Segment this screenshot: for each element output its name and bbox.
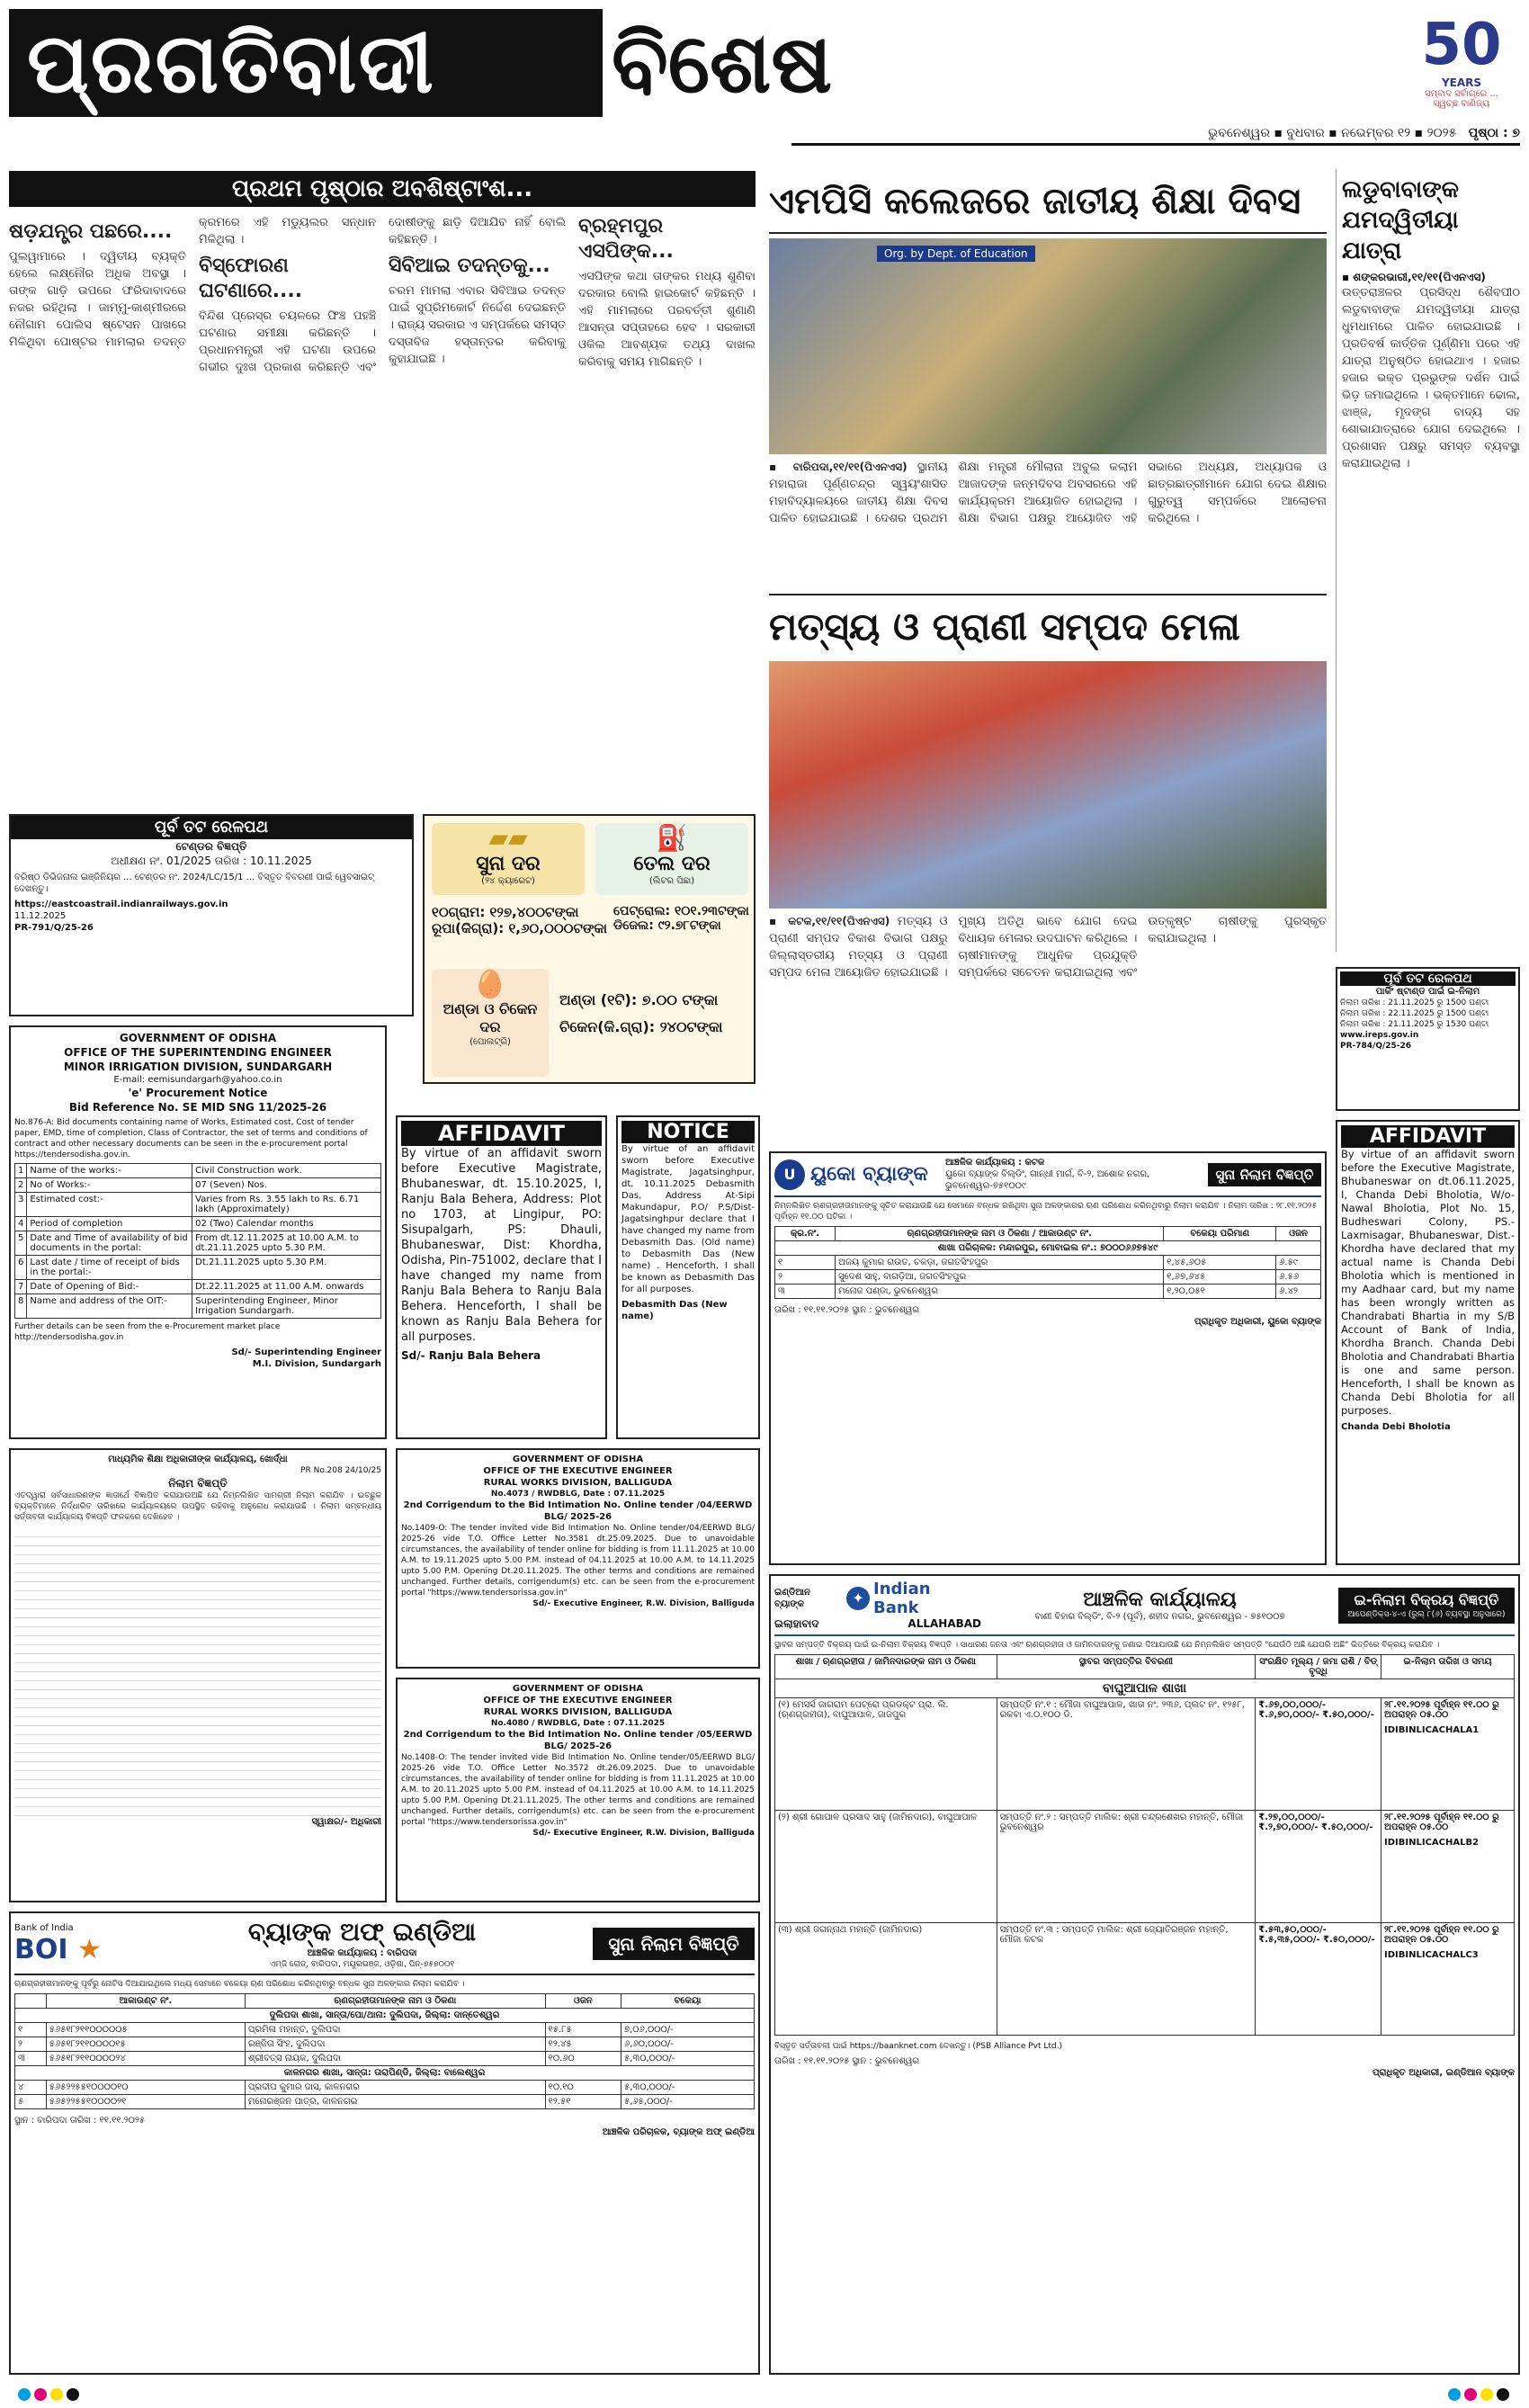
ecoast-notice-2 bbox=[1336, 967, 1520, 1111]
ecoast-sub: ଟେଣ୍ଡର ବିଜ୍ଞପ୍ତି bbox=[175, 840, 247, 853]
egg-label: ଅଣ୍ଡା ଓ ଚିକେନ ଦର bbox=[443, 1000, 538, 1035]
table-cell: ୪ bbox=[15, 2081, 47, 2095]
pr-notice bbox=[9, 1448, 387, 1902]
table-header-cell: ଆକାଉଣ୍ଟ ନଂ. bbox=[46, 1994, 245, 2009]
table-cell: Estimated cost:- bbox=[27, 1193, 192, 1217]
table-cell: From dt.12.11.2025 at 10.00 A.M. to dt.21.11.2025 upto 5.30 P.M. bbox=[192, 1231, 381, 1256]
mi-notice: 'e' Procurement Notice bbox=[128, 1087, 268, 1099]
boi-intro: ଋଣଗ୍ରହୀତାମାନଙ୍କୁ ପୂର୍ବରୁ ନୋଟିସ ଦିଆଯାଇଥିଲେ ମଧ୍ୟ ସେମାନେ ବକେୟା ଋଣ ପରିଶୋଧ କରିନଥିବାରୁ ବନ୍ଧକ ସୁନା ଅଳଙ୍କାର ନିଲାମ କରାଯିବ । bbox=[14, 1980, 465, 1989]
property-cell: ସମ୍ପତ୍ତି ନଂ.୩ : ସମ୍ପତ୍ତି ମାଲିକ: ଶ୍ରୀ ଜ୍ୟୋତିରଞ୍ଜନ ମହାନ୍ତି, ମୌଜା କଟକ bbox=[997, 1923, 1256, 2036]
anniversary-label: YEARS bbox=[1441, 76, 1482, 89]
table-cell: ୫୬୫୧୮୨୧୧୦୦୦୦୧୫ bbox=[46, 2037, 245, 2052]
dateline-bar bbox=[791, 126, 1520, 146]
yama-text: ଉତ୍ତରାଞ୍ଚଳର ପ୍ରସିଦ୍ଧ ଶୈବପୀଠ ଲଡୁବାବାଙ୍କ ଯମଦ୍ୱିତୀୟା ଯାତ୍ରା ଧୁମଧାମରେ ପାଳିତ ହୋଇଯାଇଛି । ପ୍ରତିବର୍ଷ କାର୍ତ୍ତିକ ପୂର୍ଣ୍ଣିମା ପରେ ଏହି ଯାତ୍ରା ଅନୁଷ୍ଠିତ ହୋଇଥାଏ । ହଜାର ହଜାର ଭକ୍ତ ପ୍ରଭୁଙ୍କ ଦର୍ଶନ ପାଇଁ ଭିଡ଼ ଜମାଇଥିଲେ । ଭକ୍ତମାନେ ଢୋଲ, ଝାଞ୍ଜ, ମୃଦଙ୍ଗ ବାଦ୍ୟ ସହ ଶୋଭାଯାତ୍ରାରେ ଯୋଗ ଦେଇଥିଲେ । ପ୍ରଶାସନ ପକ୍ଷରୁ ସମସ୍ତ ବ୍ୟବସ୍ଥା କରାଯାଇଥିଲା । bbox=[1342, 286, 1520, 470]
branch-cell: ବାଘୁଆପାଳ ଶାଖା bbox=[775, 1679, 1515, 1698]
table-cell: ୧୫.୮୫ bbox=[545, 2023, 621, 2037]
table-row bbox=[15, 2081, 755, 2095]
table-cell: Period of completion bbox=[27, 1217, 192, 1231]
boi-table bbox=[14, 1993, 755, 2109]
affidavit-2 bbox=[1336, 1120, 1520, 1565]
reserve-cell: ₹.୬୭,୦୦,୦୦୦/- ₹.୬,୭୦,୦୦୦/- ₹.୫୦,୦୦୦/- bbox=[1256, 1698, 1381, 1811]
table-row bbox=[15, 1294, 381, 1319]
table-cell: ୫୬୫୨୨୫୫୧୦୦୦୦୨୧ bbox=[46, 2095, 245, 2109]
table-row bbox=[775, 1923, 1515, 2036]
table-cell: ରଞ୍ଜିତା ସିଂହ, ଦୁଲିପଦା bbox=[246, 2037, 546, 2052]
registration-mark-magenta bbox=[34, 2388, 47, 2401]
table-cell: ୧,୪୫,୬୦୫ bbox=[1164, 1256, 1276, 1270]
ib-notice-block bbox=[1338, 1588, 1515, 1624]
table-cell: Superintending Engineer, Minor Irrigation Sundargarh. bbox=[192, 1294, 381, 1319]
ib-allahabad-or: ଇଲାହାବାଦ bbox=[774, 1617, 819, 1630]
egg-values bbox=[559, 987, 748, 1068]
rwd1-ref: No.4073 / RWDBLG, Date : 07.11.2025 bbox=[490, 1490, 666, 1499]
ecoast2-row-3: ନିଲାମ ତାରିଖ : 21.11.2025 ରୁ 1530 ଘଣ୍ଟା bbox=[1340, 1020, 1489, 1029]
table-header-row bbox=[775, 1655, 1515, 1679]
uco-intro: ନିମ୍ନଲିଖିତ ଋଣଗ୍ରହୀତାମାନଙ୍କୁ ସୂଚିତ କରାଯାଉଛି ଯେ ସେମାନେ ବନ୍ଧକ ରଖିଥିବା ସୁନା ଅଳଙ୍କାରର ଋଣ ପରିଶୋଧ କରିନଥିବାରୁ ନିଲାମ କରାଯିବ । ନିଲାମ ତାରିଖ : ୨୮.୧୧.୨୦୨୫ ପୂର୍ବାହ୍ନ ୧୧.୦୦ ଘଟିକା । bbox=[774, 1202, 1318, 1222]
boi-logo bbox=[14, 1934, 131, 1965]
ecoast2-sub: ପାର୍କିଂ ଷ୍ଟାଣ୍ଡ ପାଇଁ ଇ-ନିଲାମ bbox=[1375, 987, 1480, 997]
ib-footer-1: ବିସ୍ତୃତ ସର୍ତ୍ତାବଳୀ ପାଇଁ https://baanknet.com ଦେଖନ୍ତୁ। (PSB Alliance Pvt Ltd.) bbox=[774, 2042, 1063, 2051]
ecoast-date: 11.12.2025 bbox=[14, 911, 67, 921]
ecoast-notice-no: ଅଧୀକ୍ଷଣ ନଂ. 01/2025 ତାରିଖ : 10.11.2025 bbox=[111, 855, 312, 867]
story-3 bbox=[389, 254, 566, 368]
registration-mark-cyan-right bbox=[1448, 2388, 1461, 2401]
ib-intro: ସ୍ଥାବର ସମ୍ପତ୍ତି ବିକ୍ରୟ ପାଇଁ ଇ-ନିଲାମ ବିକ୍ରୟ ବିଜ୍ଞପ୍ତି । ସାଧାରଣ ଜନତା ଏବଂ ଋଣଗ୍ରହୀତା ଓ ଜାମିନଦାରଙ୍କୁ ଜଣାଇ ଦିଆଯାଉଛି ଯେ ନିମ୍ନଲିଖିତ ସମ୍ପତ୍ତି "ଯେଉଁଠି ଅଛି ଯେପରି ଅଛି" ଭିତ୍ତିରେ ବିକ୍ରୟ କରାଯିବ । bbox=[774, 1641, 1440, 1650]
dateline: ଭୁବନେଶ୍ୱର ▪ ବୁଧବାର ▪ ନଭେମ୍ବର ୧୨ ▪ ୨୦୨୫ bbox=[1208, 126, 1457, 140]
mpc-body bbox=[769, 459, 1327, 585]
rwd-notice-1 bbox=[396, 1448, 760, 1669]
egg-chicken-icon: 🥚 bbox=[473, 969, 507, 1000]
page-number: ପୃଷ୍ଠା : ୭ bbox=[1468, 126, 1520, 140]
uco-header bbox=[774, 1157, 1321, 1197]
auction-date-cell: ୨୮.୧୧.୨୦୨୫ ପୂର୍ବାହ୍ନ ୧୧.୦୦ ରୁ ଅପରାହ୍ନ ୦୫.୦୦ IDIBINLICACHALC3 bbox=[1381, 1923, 1515, 2036]
table-row bbox=[15, 1280, 381, 1294]
table-cell: ୬,୬୦,୦୦୦/- bbox=[621, 2037, 754, 2052]
mi-email: E-mail: eemisundargarh@yahoo.co.in bbox=[113, 1075, 282, 1085]
ib-address: ବାଣୀ ବିହାର ବିଲ୍ଡିଂ, ବି-୨ (ପୂର୍ବ), ଶହୀଦ ନଗର, ଭୁବନେଶ୍ୱର - ୭୫୧୦୦୭ bbox=[1034, 1611, 1285, 1622]
continued-banner: ପ୍ରଥମ ପୃଷ୍ଠାର ଅବଶିଷ୍ଟାଂଶ... bbox=[9, 171, 756, 207]
table-header-cell: ବକେୟା bbox=[621, 1994, 754, 2009]
table-cell: ୧୦.୬୦ bbox=[545, 2052, 621, 2066]
gold-sub: (୨୪ କ୍ୟାରେଟ) bbox=[481, 876, 535, 886]
mi-header-1: GOVERNMENT OF ODISHA bbox=[119, 1032, 277, 1044]
notice-1-text: By virtue of an affidavit sworn before Executive Magistrate, Jagatsinghpur, dt. 10.11.2025 Debasmith Das, Address At-Sipi Makundapur, P.O/ P.S/Dist-Jagatsinghpur declare that I have changed my name from Debasmith Das. (Old name) to Debasmith Das (New name) . Henceforth, I shall be known as Debasmith Das for all purposes. bbox=[621, 1144, 755, 1294]
table-cell: ୫,୩୦,୦୦୦/- bbox=[621, 2052, 754, 2066]
rwd1-sign: Sd/- Executive Engineer, R.W. Division, Balliguda bbox=[532, 1599, 755, 1608]
table-row bbox=[15, 1193, 381, 1217]
table-header-cell: ସ୍ଥାବର ସମ୍ପତ୍ତିର ବିବରଣୀ bbox=[997, 1655, 1256, 1679]
table-cell: ୨ bbox=[775, 1270, 836, 1285]
table-branch-row bbox=[15, 2066, 755, 2081]
story-4 bbox=[578, 214, 756, 371]
table-cell: ୬.୪୨ bbox=[1276, 1285, 1321, 1299]
yama-headline: ଲଡୁବାବାଙ୍କ ଯମଦ୍ୱିତୀୟା ଯାତ୍ରା bbox=[1342, 176, 1459, 264]
branch-cell: କାଳନଗର ଶାଖା, ସାନ୍ତା: ତାରାପିଣ୍ଡି, ଜିଲ୍ଲା: ବାଲେଶ୍ୱର bbox=[15, 2066, 755, 2081]
table-header-cell: ଇ-ନିଲାମ ତାରିଖ ଓ ସମୟ bbox=[1381, 1655, 1515, 1679]
ib-logo-row bbox=[774, 1580, 981, 1617]
boi-sign: ଆଞ୍ଚଳିକ ପରିଚାଳକ, ବ୍ୟାଙ୍କ ଅଫ୍ ଇଣ୍ଡିଆ bbox=[602, 2127, 755, 2137]
table-header-cell: କ୍ର.ନଂ. bbox=[775, 1227, 836, 1241]
rwd1-header-1: GOVERNMENT OF ODISHA bbox=[512, 1455, 644, 1464]
egg-sub: (ପୋଲଟ୍ରି) bbox=[469, 1037, 511, 1047]
pr-header: ମାଧ୍ୟମିକ ଶିକ୍ଷା ଅଧିକାରୀଙ୍କ କାର୍ଯ୍ୟାଳୟ, ଖୋର୍ଦ୍ଧା bbox=[108, 1455, 288, 1464]
table-cell: 2 bbox=[15, 1178, 27, 1193]
table-row bbox=[775, 1285, 1321, 1299]
gold-label: ସୁନା ଦର bbox=[476, 853, 541, 875]
registration-mark-black-right bbox=[1497, 2388, 1509, 2401]
fish-headline-box bbox=[769, 594, 1327, 657]
boi-name-or: ବ୍ୟାଙ୍କ ଅଫ୍ ଇଣ୍ଡିଆ bbox=[247, 1917, 477, 1947]
auction-date-cell: ୨୮.୧୧.୨୦୨୫ ପୂର୍ବାହ୍ନ ୧୧.୦୦ ରୁ ଅପରାହ୍ନ ୦୫.୦୦ IDIBINLICACHALB2 bbox=[1381, 1811, 1515, 1923]
rwd2-header-2: OFFICE OF THE EXECUTIVE ENGINEER bbox=[483, 1696, 673, 1705]
table-header-row bbox=[15, 1994, 755, 2009]
fuel-pump-icon: ⛽ bbox=[656, 823, 688, 853]
table-cell: ୬.୫୯ bbox=[1276, 1256, 1321, 1270]
story-4-headline: ବ୍ରହ୍ମପୁର ଏସପିଙ୍କ... bbox=[578, 215, 674, 263]
table-cell: Last date / time of receipt of bids in the portal:- bbox=[27, 1256, 192, 1280]
table-row bbox=[15, 2037, 755, 2052]
notice-1 bbox=[616, 1115, 760, 1439]
egg-value: ଅଣ୍ଡା (୧ଟି): ୭.୦୦ ଟଙ୍କା bbox=[559, 991, 719, 1008]
rwd1-header-3: RURAL WORKS DIVISION, BALLIGUDA bbox=[483, 1478, 673, 1488]
notice-1-sign: Debasmith Das (New name) bbox=[621, 1300, 728, 1321]
ecoast-code: PR-791/Q/25-26 bbox=[14, 923, 94, 933]
fish-photo bbox=[769, 661, 1327, 909]
table-cell: 3 bbox=[15, 1193, 27, 1217]
reserve-cell: ₹.୨୭,୦୦,୦୦୦/- ₹.୨,୭୦,୦୦୦/- ₹.୫୦,୦୦୦/- bbox=[1256, 1811, 1381, 1923]
pr-filler bbox=[14, 1528, 381, 1816]
registration-mark-yellow bbox=[50, 2388, 63, 2401]
table-row bbox=[15, 1164, 381, 1178]
mi-table bbox=[14, 1163, 381, 1319]
table-cell: Date of Opening of Bid:- bbox=[27, 1280, 192, 1294]
boi-star-icon: ★ bbox=[76, 1933, 102, 1965]
uco-logo-icon: U bbox=[774, 1159, 805, 1190]
table-header-cell bbox=[15, 1994, 47, 2009]
ib-office-block bbox=[981, 1589, 1338, 1623]
boi-footer: ସ୍ଥାନ : ବାରିପଦା ତାରିଖ : ୧୧.୧୧.୨୦୨୫ bbox=[14, 2116, 146, 2126]
diesel-value: ଡିଜେଲ: ୯୨.୭୮ଟଙ୍କା bbox=[613, 918, 721, 933]
ib-notice-title: ଇ-ନିଲାମ ବିକ୍ରୟ ବିଜ୍ଞପ୍ତି bbox=[1354, 1590, 1499, 1608]
anniversary-tagline: ସମ୍ବାଦ ସର୍ବାଗ୍ରେ ... ସ୍ୱଚ୍ଛ ବାଣିଜ୍ୟ bbox=[1425, 89, 1498, 109]
table-cell: ଅଜୟ କୁମାର ରାଉତ, ଚକଡ଼ା, ଜଗତସିଂହପୁର bbox=[836, 1256, 1164, 1270]
table-header-cell: ବକେୟା ପରିମାଣ bbox=[1164, 1227, 1276, 1241]
table-cell: ପ୍ରମିଳା ମହାନ୍ତ, ଦୁଲିପଦା bbox=[246, 2023, 546, 2037]
anniversary-logo bbox=[1412, 13, 1511, 112]
ecoast2-website[interactable]: www.ireps.gov.in bbox=[1340, 1031, 1419, 1040]
gold-bars-icon: ▰▰ bbox=[488, 823, 528, 853]
table-cell: ୬.୫୬ bbox=[1276, 1270, 1321, 1285]
pr-text: ଏତଦ୍ୱାରା ସର୍ବସାଧାରଣଙ୍କ ଜ୍ଞାତାର୍ଥେ ବିଜ୍ଞାପିତ କରାଯାଉଅଛି ଯେ ନିମ୍ନଲିଖିତ ସାମଗ୍ରୀ ନିଲାମ କରାଯିବ । ଇଚ୍ଛୁକ ବ୍ୟକ୍ତିମାନେ ନିର୍ଦ୍ଧାରିତ ତାରିଖରେ କାର୍ଯ୍ୟାଳୟରେ ଉପସ୍ଥିତ ରହିବାକୁ ଅନୁରୋଧ କରାଯାଉଛି । ନିଲାମ ସମ୍ବନ୍ଧୀୟ ସର୍ତ୍ତାବଳୀ କାର୍ଯ୍ୟାଳୟ ବିଜ୍ଞପ୍ତି ଫଳକରେ ଦେଖିହେବ । bbox=[14, 1491, 381, 1522]
minor-irrigation-ad bbox=[9, 1025, 387, 1439]
fish-body bbox=[769, 913, 1327, 1142]
affidavit-1-title: AFFIDAVIT bbox=[401, 1121, 602, 1146]
anniversary-number: 50 bbox=[1421, 13, 1502, 78]
table-cell: ୫୬୫୨୨୫୫୧୦୦୦୦୧୦ bbox=[46, 2081, 245, 2095]
mpc-text: ସ୍ଥାନୀୟ ମହାରାଜା ପୂର୍ଣ୍ଣଚନ୍ଦ୍ର ସ୍ୱୟଂଶାସିତ ମହାବିଦ୍ୟାଳୟରେ ଜାତୀୟ ଶିକ୍ଷା ଦିବସ ପାଳିତ ହୋଇଯାଇଛି । ଦେଶର ପ୍ରଥମ ଶିକ୍ଷା ମନ୍ତ୍ରୀ ମୌଲାନା ଅବୁଲ କଲାମ ଆଜାଦଙ୍କ ଜନ୍ମଦିବସ ଅବସରରେ ଏହି କାର୍ଯ୍ୟକ୍ରମ ଆୟୋଜିତ ହୋଇଥିଲା । ଶିକ୍ଷା ବିଭାଗ ପକ୍ଷରୁ ଆୟୋଜିତ ଏହି ସଭାରେ ଅଧ୍ୟକ୍ଷ, ଅଧ୍ୟାପକ ଓ ଛାତ୍ରଛାତ୍ରୀମାନେ ଯୋଗ ଦେଇ ଶିକ୍ଷାର ଗୁରୁତ୍ୱ ସମ୍ପର୍କରେ ଆଲୋଚନା କରିଥିଲେ । bbox=[769, 461, 1327, 525]
table-row bbox=[15, 2095, 755, 2109]
indian-bank-ad bbox=[769, 1574, 1520, 2375]
table-branch-row bbox=[775, 1679, 1515, 1698]
table-cell: 07 (Seven) Nos. bbox=[192, 1178, 381, 1193]
reserve-cell: ₹.୫୩,୫୦,୦୦୦/- ₹.୫,୩୫,୦୦୦/- ₹.୫୦,୦୦୦/- bbox=[1256, 1923, 1381, 2036]
table-cell: ୧ bbox=[15, 2023, 47, 2037]
boi-logo-block bbox=[14, 1922, 131, 1965]
table-cell: 8 bbox=[15, 1294, 27, 1319]
affidavit-1 bbox=[396, 1115, 607, 1439]
table-row bbox=[15, 1256, 381, 1280]
rwd-notice-2 bbox=[396, 1678, 760, 1902]
table-cell: ୩ bbox=[15, 2052, 47, 2066]
table-cell: ପ୍ରଦୀପ କୁମାର ଦାସ, କାଳନଗର bbox=[246, 2081, 546, 2095]
masthead-title: ପ୍ରଗତିବାଦୀ bbox=[9, 9, 603, 117]
uco-office: ଆଞ୍ଚଳିକ କାର୍ଯ୍ୟାଳୟ : କଟକ bbox=[945, 1158, 1045, 1168]
oil-values bbox=[613, 904, 750, 958]
petrol-value: ପେଟ୍ରୋଲ: ୧୦୧.୨୩ଟଙ୍କା bbox=[613, 904, 749, 918]
ecoast-body: ବରିଷ୍ଠ ଡିଭିଜନାଲ ଇଞ୍ଜିନିୟର ... ଟେଣ୍ଡର ନଂ. 2024/LC/15/1 ... ବିସ୍ତୃତ ବିବରଣୀ ପାଇଁ ୱେବସାଇଟ୍‌ ଦେଖନ୍ତୁ। bbox=[14, 873, 375, 894]
ib-allahabad-en: ALLAHABAD bbox=[908, 1617, 981, 1630]
oil-sub: (ଲିଟର ପିଛା) bbox=[648, 876, 695, 886]
rwd2-title: 2nd Corrigendum to the Bid Intimation No. Online tender /05/EERWD BLG/ 2025-26 bbox=[403, 1730, 753, 1751]
table-header-cell: ଋଣଗ୍ରହୀତାମାନଙ୍କ ନାମ ଓ ଠିକଣା / ଆକାଉଣ୍ଟ ନଂ. bbox=[836, 1227, 1164, 1241]
story-3-headline: ସିବିଆଇ ତଦନ୍ତକୁ... bbox=[389, 255, 550, 277]
bank-of-india-ad bbox=[9, 1911, 760, 2375]
table-cell: ୫,୩୦,୦୦୦/- bbox=[621, 2081, 754, 2095]
story-1-headline: ଷଡ଼ଯନ୍ତ୍ର ପଛରେ.... bbox=[9, 220, 173, 243]
ecoast-tender bbox=[9, 814, 414, 1016]
rwd1-text: No.1409-O: The tender invited vide Bid Intimation No. Online tender/04/EERWD BLG/ 2025-26 vide T.O. Office Letter No.3581 dt.25.09.2025. Due to unavoidable circumstances, the availability of tender online for bidding is from 11.11.2025 at 10.00 A.M. to 19.11.2025 upto 5.00 P.M. instead of 04.11.2025 at 10.00 A.M. to 14.11.2025 upto 5.00 P.M. Opening Dt.20.11.2025. The other terms and conditions are remained unchanged. Further details, corrigendum(s) etc. can be seen from the e-procurement portal "https://www.tendersorissa.gov.in" bbox=[401, 1524, 755, 1598]
rwd1-header-2: OFFICE OF THE EXECUTIVE ENGINEER bbox=[483, 1466, 673, 1476]
yama-story bbox=[1336, 169, 1520, 952]
table-cell: ଶ୍ରୀବତ୍ସ ନାୟକ, ଦୁଲିପଦା bbox=[246, 2052, 546, 2066]
table-cell: 6 bbox=[15, 1256, 27, 1280]
mpc-headline: ଏମପିସି କଲେଜରେ ଜାତୀୟ ଶିକ୍ଷା ଦିବସ bbox=[769, 181, 1301, 222]
uco-name: ୟୁକୋ ବ୍ୟାଙ୍କ bbox=[810, 1163, 928, 1186]
table-row bbox=[15, 1178, 381, 1193]
table-cell: 4 bbox=[15, 1217, 27, 1231]
ecoast2-code: PR-784/Q/25-26 bbox=[1340, 1042, 1412, 1051]
table-cell: Civil Construction work. bbox=[192, 1164, 381, 1178]
table-row bbox=[15, 2052, 755, 2066]
ib-name-or: ଇଣ୍ଡିଆନ ବ୍ୟାଙ୍କ bbox=[774, 1588, 810, 1609]
section-title: ବିଶେଷ bbox=[612, 14, 833, 112]
ecoast-website[interactable]: https://eastcoastrail.indianrailways.gov.in bbox=[14, 900, 228, 909]
ecoast2-row-1: ନିଲାମ ତାରିଖ : 21.11.2025 ରୁ 1500 ଘଣ୍ଟା bbox=[1340, 998, 1489, 1007]
story-4-text: ଏସପିଙ୍କ କଥା ତାଙ୍କର ମଧ୍ୟ ଶୁଣିବା ଦରକାର ବୋଲି ହାଇକୋର୍ଟ କହିଛନ୍ତି । ଏହି ମାମଲାରେ ପରବର୍ତ୍ତୀ ଶୁଣାଣି ଆସନ୍ତା ସପ୍ତାହରେ ହେବ । ସରକାରୀ ଓକିଲ ଆବଶ୍ୟକ ତଥ୍ୟ ଦାଖଲ କରିବାକୁ ସମୟ ମାଗିଛନ୍ତି । bbox=[578, 270, 756, 369]
table-cell: Varies from Rs. 3.55 lakh to Rs. 6.71 lakh (Approximately) bbox=[192, 1193, 381, 1217]
table-cell: Date and Time of availability of bid documents in the portal: bbox=[27, 1231, 192, 1256]
story-2-text: ବିନ୍ଦିଶ ପ୍ରେସ୍‌ର ଚୟଳରେ ଫିଞ୍ଚ ପହଞ୍ଚି ଘଟଣାର ସମୀକ୍ଷା କରିଛନ୍ତି । ପ୍ରଧାନମନ୍ତ୍ରୀ ଏହି ଘଟଣା ଉପରେ ଗଭୀର ଦୁଃଖ ପ୍ରକାଶ କରିଛନ୍ତି ଏବଂ ଦୋଷୀଙ୍କୁ ଛାଡ଼ି ଦିଆଯିବ ନାହିଁ ବୋଲି କହିଛନ୍ତି । bbox=[199, 216, 566, 374]
ib-allahabad-row bbox=[774, 1617, 981, 1631]
auction-id: IDIBINLICACHALB2 bbox=[1384, 1838, 1480, 1848]
table-row bbox=[775, 1270, 1321, 1285]
boi-address: ଏମ୍‌ଜି ରୋଡ୍, ବାରିପଦା, ମୟୂରଭଞ୍ଜ, ଓଡ଼ିଶା, ପିନ୍-୭୫୭୦୦୧ bbox=[269, 1960, 455, 1969]
boi-name-en: Bank of India bbox=[14, 1922, 74, 1933]
registration-mark-black bbox=[67, 2388, 79, 2401]
table-cell: Dt.22.11.2025 at 11.00 A.M. onwards bbox=[192, 1280, 381, 1294]
fish-text: ମତ୍ସ୍ୟ ଓ ପ୍ରାଣୀ ସମ୍ପଦ ବିକାଶ ବିଭାଗ ପକ୍ଷରୁ ଜିଲ୍ଲାସ୍ତରୀୟ ମତ୍ସ୍ୟ ଓ ପ୍ରାଣୀ ସମ୍ପଦ ମେଳା ଆୟୋଜିତ ହୋଇଯାଇଛି । ମୁଖ୍ୟ ଅତିଥି ଭାବେ ଯୋଗ ଦେଇ ବିଧାୟକ ମେଳାର ଉଦଘାଟନ କରିଥିଲେ । ଚାଷୀମାନଙ୍କୁ ଆଧୁନିକ ପ୍ରଯୁକ୍ତି ସମ୍ପର୍କରେ ସଚେତନ କରାଯାଇଥିଲା ଏବଂ ଉତ୍କୃଷ୍ଟ ଚାଷୀଙ୍କୁ ପୁରସ୍କୃତ କରାଯାଇଥିଲା । bbox=[769, 915, 1327, 980]
affidavit-1-text: By virtue of an affidavit sworn before Executive Magistrate, Bhubaneswar, dt. 15.10.2025, I, Ranju Bala Behera, Address: Plot no 1703, at Lingipur, PO: Sisupalgarh, PS: Dhauli, Bhubaneswar, Dist: Khordha, Odisha, Pin-751002, declare that I have changed my name from Ranju Bala Behera to Ranju Bala Behera. Henceforth, I shall be known as Ranju Bala Behera for all purposes. bbox=[401, 1147, 602, 1344]
boi-office: ଆଞ୍ଚଳିକ କାର୍ଯ୍ୟାଳୟ : ବାରିପଦା bbox=[307, 1948, 417, 1958]
mi-intro: No.876-A: Bid documents containing name of Works, Estimated cost, Cost of tender paper, EMD, time of completion, Class of Contractor, the set of terms and conditions of contract and other necessary documents can be seen in the e-procurement portal https://tendersodisha.gov.in. bbox=[14, 1118, 368, 1159]
gold-value: ୧୦ଗ୍ରାମ: ୧୨୭,୪୦୦ଟଙ୍କା bbox=[432, 904, 579, 920]
table-cell: Name of the works:- bbox=[27, 1164, 192, 1178]
table-cell: 7 bbox=[15, 1280, 27, 1294]
table-cell: ୧,୨୦,୦୫୧ bbox=[1164, 1285, 1276, 1299]
rwd2-header-1: GOVERNMENT OF ODISHA bbox=[512, 1684, 644, 1694]
price-box bbox=[423, 814, 756, 1084]
ib-notice-sub: ଆପେଣ୍ଡିକ୍ସ-୪-ଏ (ରୁଲ୍ ୮(୬) ବ୍ୟବସ୍ଥା ଅନୁସାରେ) bbox=[1347, 1609, 1506, 1619]
pr-ref: PR No.208 24/10/25 bbox=[300, 1466, 381, 1475]
table-header-cell: ଓଜନ bbox=[1276, 1227, 1321, 1241]
oil-price-label bbox=[595, 823, 748, 895]
continued-stories bbox=[9, 214, 756, 808]
table-row bbox=[775, 1811, 1515, 1923]
table-cell: No of Works:- bbox=[27, 1178, 192, 1193]
mpc-headline-box bbox=[769, 169, 1327, 234]
mi-footer: Further details can be seen from the e-Procurement market place http://tendersodisha.gov.in bbox=[14, 1322, 281, 1342]
mpc-photo bbox=[769, 238, 1327, 454]
uco-sign: ପ୍ରାଧିକୃତ ଅଧିକାରୀ, ୟୁକୋ ବ୍ୟାଙ୍କ bbox=[1194, 1317, 1321, 1327]
table-row bbox=[775, 1698, 1515, 1811]
table-cell: 5 bbox=[15, 1231, 27, 1256]
table-header-cell: ସଂରକ୍ଷିତ ମୂଲ୍ୟ / ଜମା ରାଶି / ବିଡ୍ ବୃଦ୍ଧି bbox=[1256, 1655, 1381, 1679]
ecoast2-header: ପୂର୍ବ ତଟ ରେଳପଥ bbox=[1340, 971, 1516, 986]
table-cell: ୧୦.୧୦ bbox=[545, 2081, 621, 2095]
registration-mark-yellow-right bbox=[1480, 2388, 1493, 2401]
ib-office: ଆଞ୍ଚଳିକ କାର୍ଯ୍ୟାଳୟ bbox=[1083, 1588, 1237, 1611]
uco-office-block bbox=[945, 1157, 1208, 1192]
notice-1-title: NOTICE bbox=[621, 1121, 755, 1143]
table-cell: ୩ bbox=[775, 1285, 836, 1299]
silver-value: ରୂପା(କିଗ୍ରା): ୧,୬୦,୦୦୦ଟଙ୍କା bbox=[432, 920, 607, 936]
mi-bid-ref: Bid Reference No. SE MID SNG 11/2025-26 bbox=[68, 1101, 327, 1114]
branch-cell: ଶାଖା ପରିଚାଳକ: ମନ୍ଦାରପୁର, ମୋବାଇଲ ନଂ.: ୭୦୦୦୬୬୭୫୪୯ bbox=[775, 1241, 1321, 1256]
story-3-text: ଚରମ ମାମଲା ଏବାର ସିବିଆଇ ତଦନ୍ତ ପାଇଁ ସୁପ୍ରିମକୋର୍ଟ ନିର୍ଦ୍ଦେଶ ଦେଇଛନ୍ତି । ରାଜ୍ୟ ସରକାର ଏ ସମ୍ପର୍କରେ ସମସ୍ତ ଦସ୍ତାବିଜ ହସ୍ତାନ୍ତର କରିବାକୁ କୁହାଯାଇଛି । bbox=[389, 284, 566, 366]
table-cell: 1 bbox=[15, 1164, 27, 1178]
registration-mark-cyan bbox=[18, 2388, 31, 2401]
uco-footer: ତାରିଖ : ୧୧.୧୧.୨୦୨୫ ସ୍ଥାନ : ଭୁବନେଶ୍ୱର bbox=[774, 1305, 919, 1315]
property-cell: ସମ୍ପତ୍ତି ନଂ.୨ : ସମ୍ପତ୍ତି ମାଲିକ: ଶ୍ରୀ ଚନ୍ଦ୍ରଶେଖର ମହାନ୍ତି, ମୌଜା ଭୁବନେଶ୍ୱର bbox=[997, 1811, 1256, 1923]
table-cell: ସୁଦେଶ ସାହୁ, ବାଗଡ଼ିଆ, ଜଗତସିଂହପୁର bbox=[836, 1270, 1164, 1285]
table-cell: ମନୋରଞ୍ଜନ ପାତ୍ର, କାଳନଗର bbox=[246, 2095, 546, 2109]
branch-cell: ଦୁଲିପଦା ଶାଖା, ସାନ୍ତା/ପୋ/ଥାନା: ଦୁଲିପଦା, ଜିଲ୍ଲା: ଦାନ୍ତେଶ୍ୱର bbox=[15, 2009, 755, 2023]
pr-sign: ସ୍ୱାକ୍ଷର/- ଅଧିକାରୀ bbox=[311, 1817, 381, 1827]
table-cell: ୫ bbox=[15, 2095, 47, 2109]
rwd2-sign: Sd/- Executive Engineer, R.W. Division, Balliguda bbox=[532, 1829, 755, 1838]
ib-footer-2: ତାରିଖ : ୧୧.୧୧.୨୦୨୫ ସ୍ଥାନ : ଭୁବନେଶ୍ୱର bbox=[774, 2056, 919, 2066]
rwd2-header-3: RURAL WORKS DIVISION, BALLIGUDA bbox=[483, 1707, 673, 1717]
table-cell: ୫୬୫୧୮୨୧୧୦୦୦୦୨୪ bbox=[46, 2052, 245, 2066]
rwd2-text: No.1408-O: The tender invited vide Bid Intimation No. Online tender/05/EERWD BLG/ 2025-26 vide T.O. Office Letter No.3572 dt.26.09.2025. Due to unavoidable circumstances, the availability of tender online for bidding is from 11.11.2025 at 10.00 A.M. to 20.11.2025 upto 5.00 P.M. instead of 04.11.2025 at 10.00 A.M. to 14.11.2025 upto 5.00 P.M. Opening Dt.21.11.2025. The other terms and conditions are remained unchanged. Further details, corrigendum(s) etc. can be seen from the e-procurement portal "https://www.tendersorissa.gov.in" bbox=[401, 1753, 755, 1827]
auction-id: IDIBINLICACHALA1 bbox=[1384, 1725, 1480, 1735]
pr-title: ନିଲାମ ବିଜ୍ଞପ୍ତି bbox=[168, 1477, 228, 1490]
table-header-cell: ଋଣଗ୍ରହୀତାମାନଙ୍କ ନାମ ଓ ଠିକଣା bbox=[246, 1994, 546, 2009]
rwd1-title: 2nd Corrigendum to the Bid Intimation No. Online tender /04/EERWD BLG/ 2025-26 bbox=[403, 1500, 753, 1522]
table-cell: ୧,୬୭,୬୪୫ bbox=[1164, 1270, 1276, 1285]
indian-bank-logo-icon: ✦ bbox=[846, 1587, 870, 1610]
table-cell: ୨ bbox=[15, 2037, 47, 2052]
boi-notice-title: ସୁନା ନିଲାମ ବିଜ୍ଞପ୍ତି bbox=[593, 1928, 755, 1960]
gold-values bbox=[432, 904, 612, 958]
affidavit-2-text: By virtue of an affidavit sworn before the Executive Magistrate, Bhubaneswar on dt.06.11.2025, I, Chanda Debi Bholotia, W/o-Nawal Bholotia, Plot No. 15, Budheswari Colony, PS.-Laxmisagar, Bhubaneswar, Dist.- Khordha have declared that my actual name is Chanda Debi Bholotia which is mentioned in my Aadhaar card, but my name has been wrongly written as Chandrabati Bhartia in my S/B Account of Bank of India, Khordha Branch. Chanda Debi Bholotia and Chandrabati Bhartia is one and same person. Henceforth, I shall be known as Chanda Debi Bholotia for all purposes. bbox=[1341, 1148, 1515, 1417]
ib-sign: ପ୍ରାଧିକୃତ ଅଧିକାରୀ, ଇଣ୍ଡିଆନ ବ୍ୟାଙ୍କ bbox=[1373, 2068, 1515, 2078]
oil-label: ତେଲ ଦର bbox=[633, 853, 711, 875]
mi-header-2: OFFICE OF THE SUPERINTENDING ENGINEER bbox=[64, 1046, 332, 1059]
mi-header-3: MINOR IRRIGATION DIVISION, SUNDARGARH bbox=[63, 1061, 333, 1073]
ecoast-header: ପୂର୍ବ ତଟ ରେଳପଥ bbox=[11, 816, 412, 839]
affidavit-1-sign: Sd/- Ranju Bala Behera bbox=[401, 1349, 541, 1362]
auction-date-cell: ୨୮.୧୧.୨୦୨୫ ପୂର୍ବାହ୍ନ ୧୧.୦୦ ରୁ ଅପରାହ୍ନ ୦୫.୦୦ IDIBINLICACHALA1 bbox=[1381, 1698, 1515, 1811]
uco-table bbox=[774, 1226, 1321, 1299]
table-row bbox=[775, 1256, 1321, 1270]
table-cell: ୭,୦୬,୦୦୦/- bbox=[621, 2023, 754, 2037]
borrower-cell: (୧) ମେସର୍ସ ଜାଗରାମ ପେଟ୍ରୋ ପ୍ରଡକ୍ଟ ପ୍ରା. ଲି. (ଋଣଗ୍ରହୀତା), ବାଘୁଆପାଳ, ଜାଜପୁର bbox=[775, 1698, 997, 1811]
ib-logo-block bbox=[774, 1580, 981, 1631]
uco-address: ୟୁକୋ ବ୍ୟାଙ୍କ ବିଲ୍ଡିଂ, ଗାନ୍ଧୀ ମାର୍ଗ, ବି-୨, ଅଶୋକ ନଗର, ଭୁବନେଶ୍ୱର-୭୫୧୦୦୯ bbox=[945, 1169, 1150, 1191]
table-cell: ୫୬୫୧୮୨୧୧୦୦୦୦୦୫ bbox=[46, 2023, 245, 2037]
fish-headline: ମତ୍ସ୍ୟ ଓ ପ୍ରାଣୀ ସମ୍ପଦ ମେଳା bbox=[769, 604, 1240, 649]
boi-title-block bbox=[131, 1917, 593, 1970]
auction-id: IDIBINLICACHALC3 bbox=[1384, 1950, 1479, 1960]
mpc-byline: ▪ ବାରିପଦା,୧୧/୧୧(ପିଏନଏସ) bbox=[769, 461, 908, 473]
table-branch-row bbox=[15, 2009, 755, 2023]
ib-header bbox=[774, 1580, 1515, 1636]
borrower-cell: (୩) ଶ୍ରୀ ଜଗନ୍ନାଥ ମହାନ୍ତି (ଜାମିନଦାର) bbox=[775, 1923, 997, 2036]
story-1-text: ପୁଲୱାମାରେ । ଦ୍ୱିତୀୟ ବ୍ୟକ୍ତି ହେଲେ ଲକ୍ଷ୍ନୌର ଅଧିକ ଅବସ୍ଥା । ତାଙ୍କ ଗାଡ଼ି ଉପରେ ଫରିଦାବାଦରେ ନଜର ରହିଥିଲା । ଜାମ୍ମୁ-କାଶ୍ମୀରରେ ନୌଗାମ ପୋଲିସ ଷ୍ଟେସନ ପାଖରେ ମିଳିଥିବା ପୋଷ୍ଟର ମାମଲାର ତଦନ୍ତ କ୍ରମରେ ଏହି ମଡ୍ୟୁଲର ସନ୍ଧାନ ମିଳିଥିଲା । bbox=[9, 216, 376, 349]
table-header-cell: ଓଜନ bbox=[545, 1994, 621, 2009]
chicken-value: ଚିକେନ(କି.ଗ୍ରା): ୨୪୦ଟଙ୍କା bbox=[559, 1018, 723, 1035]
table-cell: 02 (Two) Calendar months bbox=[192, 1217, 381, 1231]
fish-byline: ▪ କଟକ,୧୧/୧୧(ପିଏନଏସ) bbox=[769, 915, 890, 927]
borrower-cell: (୨) ଶ୍ରୀ ଗୋପାଳ ପ୍ରସାଦ ସାହୁ (ଜାମିନଦାର), ବାଘୁଆପାଳ bbox=[775, 1811, 997, 1923]
uco-bank-ad bbox=[769, 1151, 1327, 1565]
photo-banner: Org. by Dept. of Education bbox=[877, 246, 1035, 262]
boi-logo-text: BOI bbox=[14, 1933, 68, 1965]
table-cell: ୫,୬୫,୦୦୦/- bbox=[621, 2095, 754, 2109]
yama-byline: ▪ ଶଙ୍କରଭାରୀ,୧୧/୧୧(ପିଏନଏସ) bbox=[1342, 271, 1486, 283]
table-cell: Dt.21.11.2025 upto 5.30 P.M. bbox=[192, 1256, 381, 1280]
table-row bbox=[15, 1217, 381, 1231]
mi-sign-1: Sd/- Superintending Engineer bbox=[231, 1347, 381, 1357]
affidavit-2-sign: Chanda Debi Bholotia bbox=[1341, 1422, 1451, 1432]
property-cell: ସମ୍ପତ୍ତି ନଂ.୧ : ମୌଜା ବାଘୁଆପାଳ, ଖାତା ନଂ. ୨୩୬, ପ୍ଲଟ ନଂ. ୧୨୫୮, ରକବା ଏ.୦.୧୦୦ ଡି. bbox=[997, 1698, 1256, 1811]
ib-name-en: Indian Bank bbox=[873, 1580, 931, 1617]
table-branch-row bbox=[775, 1241, 1321, 1256]
story-2-headline: ବିସ୍ଫୋରଣ ଘଟଣାରେ.... bbox=[199, 255, 303, 302]
boi-header bbox=[14, 1917, 755, 1975]
ib-table bbox=[774, 1654, 1515, 2036]
affidavit-2-title: AFFIDAVIT bbox=[1341, 1125, 1515, 1148]
table-header-row bbox=[775, 1227, 1321, 1241]
table-cell: Name and address of the OIT:- bbox=[27, 1294, 192, 1319]
uco-notice-title: ସୁନା ନିଲାମ ବିଜ୍ଞପ୍ତି bbox=[1208, 1163, 1321, 1186]
table-cell: ମନୋଜ ପଣ୍ଡା, ଭୁବନେଶ୍ୱର bbox=[836, 1285, 1164, 1299]
table-cell: ୧୨.୫୧ bbox=[545, 2095, 621, 2109]
table-cell: ୧୨.୪୫ bbox=[545, 2037, 621, 2052]
table-cell: ୧ bbox=[775, 1256, 836, 1270]
registration-mark-magenta-right bbox=[1464, 2388, 1477, 2401]
table-row bbox=[15, 2023, 755, 2037]
egg-price-label bbox=[432, 969, 549, 1077]
table-row bbox=[15, 1231, 381, 1256]
rwd2-ref: No.4080 / RWDBLG, Date : 07.11.2025 bbox=[490, 1719, 666, 1728]
mi-sign-2: M.I. Division, Sundargarh bbox=[252, 1359, 381, 1369]
gold-price-label bbox=[432, 823, 585, 895]
ecoast2-row-2: ନିଲାମ ତାରିଖ : 22.11.2025 ରୁ 1500 ଘଣ୍ଟା bbox=[1340, 1009, 1489, 1018]
table-header-cell: ଶାଖା / ଋଣଗ୍ରହୀତା / ଜାମିନଦାରଙ୍କ ନାମ ଓ ଠିକଣା bbox=[775, 1655, 997, 1679]
